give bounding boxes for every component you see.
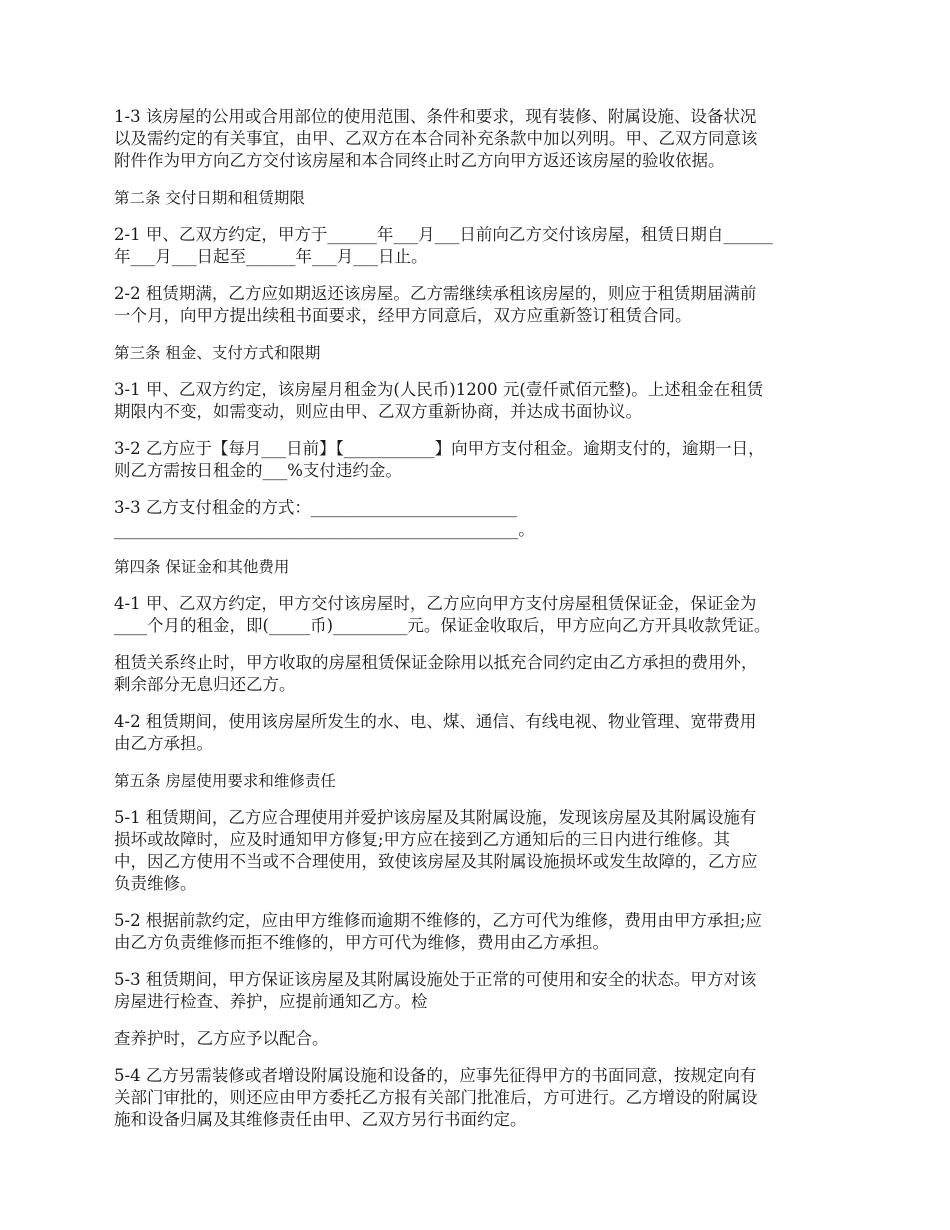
clause-3-2	[114, 438, 842, 482]
clause-5-2	[114, 910, 842, 954]
article-3-heading: 第三条 租金、支付方式和限期	[114, 344, 321, 362]
text-line: 5-3 租赁期间，甲方保证该房屋及其附属设施处于正常的可使用和安全的状态。甲方对该	[114, 970, 757, 989]
text-line: 5-4 乙方另需装修或者增设附属设施和设备的，应事先征得甲方的书面同意，按规定向有	[114, 1066, 757, 1085]
text-line: 一个月，向甲方提出续租书面要求，经甲方同意后，双方应重新签订租赁合同。	[114, 306, 692, 325]
clause-5-3	[114, 969, 842, 1013]
text-line: 由乙方承担。	[114, 734, 213, 753]
clause-2-1	[114, 224, 842, 268]
clause-1-3	[114, 106, 842, 172]
clause-5-1	[114, 807, 842, 895]
text-line: 房屋进行检查、养护，应提前通知乙方。检	[114, 992, 428, 1011]
clause-2-2	[114, 283, 842, 327]
clause-5-4	[114, 1065, 842, 1131]
text-line: 5-2 根据前款约定，应由甲方维修而逾期不维修的，乙方可代为维修，费用由甲方承担;应	[114, 911, 762, 930]
text-line: 查养护时，乙方应予以配合。	[114, 1029, 329, 1048]
text-line: 附件作为甲方向乙方交付该房屋和本合同终止时乙方向甲方返还该房屋的验收依据。	[114, 151, 725, 170]
text-line: 负责维修。	[114, 874, 197, 893]
clause-3-1	[114, 379, 842, 423]
text-line: 损坏或故障时，应及时通知甲方修复;甲方应在接到乙方通知后的三日内进行维修。其	[114, 830, 731, 849]
article-4-heading: 第四条 保证金和其他费用	[114, 558, 290, 576]
text-line: 剩余部分无息归还乙方。	[114, 675, 296, 694]
clause-5-3-continued	[114, 1028, 842, 1050]
text-line: _________________________________________________。	[114, 520, 535, 539]
text-line: 中，因乙方使用不当或不合理使用，致使该房屋及其附属设施损坏或发生故障的，乙方应	[114, 852, 758, 871]
clause-4-2	[114, 711, 842, 755]
text-line: 4-2 租赁期间，使用该房屋所发生的水、电、煤、通信、有线电视、物业管理、宽带费用	[114, 712, 757, 731]
text-line: 则乙方需按日租金的___%支付违约金。	[114, 461, 402, 480]
text-line: 年___月___日起至______年___月___日止。	[114, 247, 428, 266]
text-line: 2-1 甲、乙双方约定，甲方于______年___月___日前向乙方交付该房屋，租赁日期自______	[114, 225, 773, 244]
text-line: 5-1 租赁期间，乙方应合理使用并爱护该房屋及其附属设施，发现该房屋及其附属设施有	[114, 808, 757, 827]
text-line: 3-2 乙方应于【每月___日前】【___________】向甲方支付租金。逾期支付的，逾期一日，	[114, 439, 765, 458]
text-line: 3-3 乙方支付租金的方式：_________________________	[114, 498, 518, 517]
text-line: ____个月的租金，即(_____币)_________元。保证金收取后，甲方应向乙方开具收款凭证。	[114, 616, 771, 635]
text-line: 租赁关系终止时，甲方收取的房屋租赁保证金除用以抵充合同约定由乙方承担的费用外，	[114, 653, 758, 672]
text-line: 3-1 甲、乙双方约定，该房屋月租金为(人民币)1200 元(壹仟贰佰元整)。上述租金在租赁	[114, 380, 764, 399]
clause-3-3	[114, 497, 842, 541]
text-line: 以及需约定的有关事宜，由甲、乙双方在本合同补充条款中加以列明。甲、乙双方同意该	[114, 129, 758, 148]
article-5-heading: 第五条 房屋使用要求和维修责任	[114, 772, 336, 790]
clause-4-1	[114, 593, 842, 637]
text-line: 1-3 该房屋的公用或合用部位的使用范围、条件和要求，现有装修、附属设施、设备状况	[114, 107, 757, 126]
text-line: 施和设备归属及其维修责任由甲、乙双方另行书面约定。	[114, 1110, 527, 1129]
document-page	[114, 106, 842, 1146]
article-2-heading: 第二条 交付日期和租赁期限	[114, 189, 305, 207]
text-line: 2-2 租赁期满，乙方应如期返还该房屋。乙方需继续承租该房屋的，则应于租赁期届满前	[114, 284, 757, 303]
clause-4-1-continued	[114, 652, 842, 696]
text-line: 由乙方负责维修而拒不维修的，甲方可代为维修，费用由乙方承担。	[114, 933, 609, 952]
text-line: 期限内不变，如需变动，则应由甲、乙双方重新协商，并达成书面协议。	[114, 402, 642, 421]
text-line: 关部门审批的，则还应由甲方委托乙方报有关部门批准后，方可进行。乙方增设的附属设	[114, 1088, 758, 1107]
text-line: 4-1 甲、乙双方约定，甲方交付该房屋时，乙方应向甲方支付房屋租赁保证金，保证金为	[114, 594, 757, 613]
